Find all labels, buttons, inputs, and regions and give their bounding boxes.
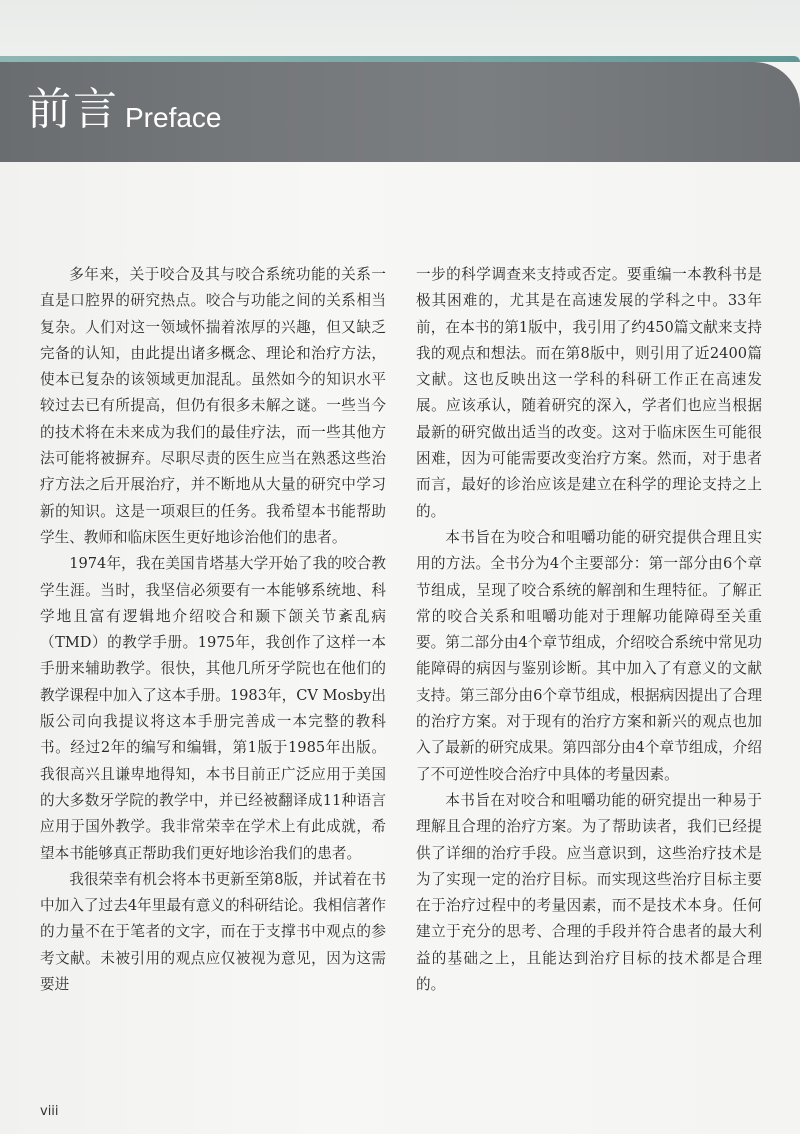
top-margin	[0, 0, 800, 58]
page-number: viii	[40, 1104, 59, 1119]
paragraph: 本书旨在对咬合和咀嚼功能的研究提出一种易于理解且合理的治疗方案。为了帮助读者，我们已经提供了详细的治疗手段。应当意识到，这些治疗技术是为了实现一定的治疗目标。而实现这些治疗目标主要在于治疗过程中的考量因素，而不是技术本身。任何建立于充分的思考、合理的手段并符合患者的最大利益的基础之上，且能达到治疗目标的技术都是合理的。	[416, 791, 762, 994]
header-title-english: Preface	[125, 102, 222, 133]
paragraph: 本书旨在为咬合和咀嚼功能的研究提供合理且实用的方法。全书分为4个主要部分：第一部分由6个章节组成，呈现了咬合系统的解剖和生理特征。了解正常的咬合关系和咀嚼功能对于理解功能障碍至关重要。第二部分由4个章节组成，介绍咬合系统中常见功能障碍的病因与鉴别诊断。其中加入了有意义的文献支持。第三部分由6个章节组成，根据病因提出了合理的治疗方案。对于现有的治疗方案和新兴的观点也加入了最新的研究成果。第四部分由4个章节组成，介绍了不可逆性咬合治疗中具体的考量因素。	[416, 528, 762, 783]
header-title-chinese: 前言	[27, 84, 119, 135]
paragraph: 1974年，我在美国肯塔基大学开始了我的咬合教学生涯。当时，我坚信必须要有一本能够系统地、科学地且富有逻辑地介绍咬合和颞下颌关节紊乱病（TMD）的教学手册。1975年，我创作了这样一本手册来辅助教学。很快，其他几所牙学院也在他们的教学课程中加入了这本手册。1983年，CV Mosby出版公司向我提议将这本手册完善成一本完整的教科书。经过2年的编写和编辑，第1版于1985年出版。我很高兴且谦卑地得知，本书目前正广泛应用于美国的大多数牙学院的教学中，并已经被翻译成11种语言应用于国外教学。我非常荣幸在学术上有此成就，希望本书能够真正帮助我们更好地诊治我们的患者。	[40, 555, 386, 862]
right-column	[416, 262, 762, 998]
left-column	[40, 262, 386, 998]
paragraph: 我很荣幸有机会将本书更新至第8版，并试着在书中加入了过去4年里最有意义的科研结论。我相信著作的力量不在于笔者的文字，而在于支撑书中观点的参考文献。未被引用的观点应仅被视为意见，因为这需要进	[40, 870, 386, 994]
paragraph: 多年来，关于咬合及其与咬合系统功能的关系一直是口腔界的研究热点。咬合与功能之间的关系相当复杂。人们对这一领域怀揣着浓厚的兴趣，但又缺乏完备的认知，由此提出诸多概念、理论和治疗方法，使本已复杂的该领域更加混乱。虽然如今的知识水平较过去已有所提高，但仍有很多未解之谜。一些当今的技术将在未来成为我们的最佳疗法，而一些其他方法可能将被摒弃。尽职尽责的医生应当在熟悉这些治疗方法之后开展治疗，并不断地从大量的研究中学习新的知识。这是一项艰巨的任务。我希望本书能帮助学生、教师和临床医生更好地诊治他们的患者。	[40, 266, 386, 546]
chapter-header	[0, 62, 800, 162]
paragraph: 一步的科学调查来支持或否定。要重编一本教科书是极其困难的，尤其是在高速发展的学科之中。33年前，在本书的第1版中，我引用了约450篇文献来支持我的观点和想法。而在第8版中，则引用了近2400篇文献。这也反映出这一学科的科研工作正在高速发展。应该承认，随着研究的深入，学者们也应当根据最新的研究做出适当的改变。这对于临床医生可能很困难，因为可能需要改变治疗方案。然而，对于患者而言，最好的诊治应该是建立在科学的理论支持之上的。	[416, 266, 762, 520]
